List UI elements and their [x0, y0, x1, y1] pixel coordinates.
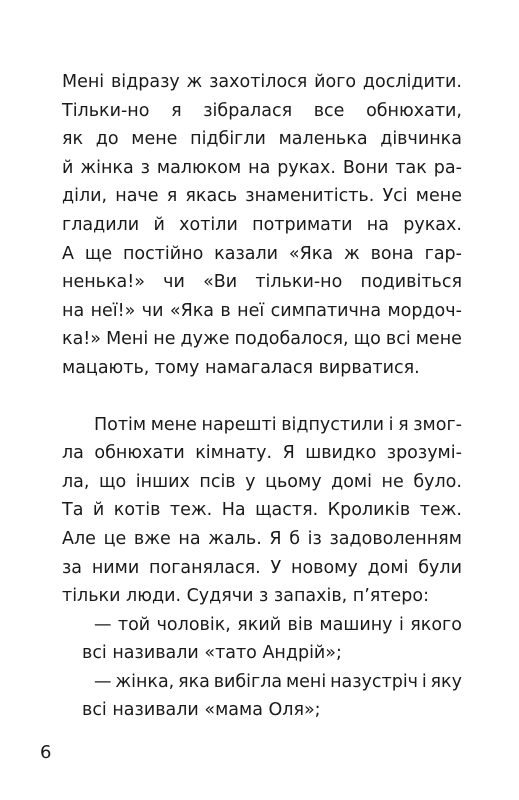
text-line: за ними поганялася. У новому домі були	[62, 557, 462, 578]
page-number: 6	[40, 742, 52, 763]
text-line: Мені відразу ж захотілося його дослідити.	[62, 72, 462, 92]
text-line: ла обнюхати кімнату. Я швидко зрозумі-	[62, 443, 462, 464]
text-line: — жінка, яка вибігла мені назустріч і яку	[94, 671, 462, 692]
text-line: мацають, тому намагалася вирватися.	[62, 357, 420, 378]
text-line: ненька!» чи «Ви тільки-но подивіться	[62, 272, 462, 293]
page-body	[62, 68, 462, 725]
text-line: діли, наче я якась знаменитість. Усі мене	[62, 186, 462, 207]
paragraph-1	[62, 68, 462, 383]
text-line: Тільки-но я зібралася все обнюхати,	[62, 100, 462, 121]
text-line: ла, що інших псів у цьому домі не було.	[62, 471, 462, 492]
text-line: Потім мене нарешті відпустили і я змог-	[94, 414, 462, 435]
text-line: й жінка з малюком на руках. Вони так ра-	[62, 157, 462, 178]
text-line: Та й котів теж. На щастя. Кроликів теж.	[62, 500, 462, 521]
paragraph-2	[62, 411, 462, 726]
text-line: всі називали «мама Оля»;	[82, 700, 321, 721]
paragraph-gap	[62, 383, 462, 411]
text-line: на неї!» чи «Яка в неї симпатична мордоч-	[62, 300, 462, 321]
text-line: — той чоловік, який вів машину і якого	[94, 614, 462, 635]
text-line: тільки люди. Судячи з запахів, п’ятеро:	[62, 586, 429, 607]
text-line: А ще постійно казали «Яка ж вона гар-	[62, 243, 462, 264]
text-line: ка!» Мені не дуже подобалося, що всі мене	[62, 329, 462, 350]
text-line: гладили й хотіли потримати на руках.	[62, 214, 462, 235]
text-line: Але це вже на жаль. Я б із задоволенням	[62, 528, 462, 549]
text-line: всі називали «тато Андрій»;	[82, 643, 342, 664]
text-line: як до мене підбігли маленька дівчинка	[62, 129, 462, 150]
